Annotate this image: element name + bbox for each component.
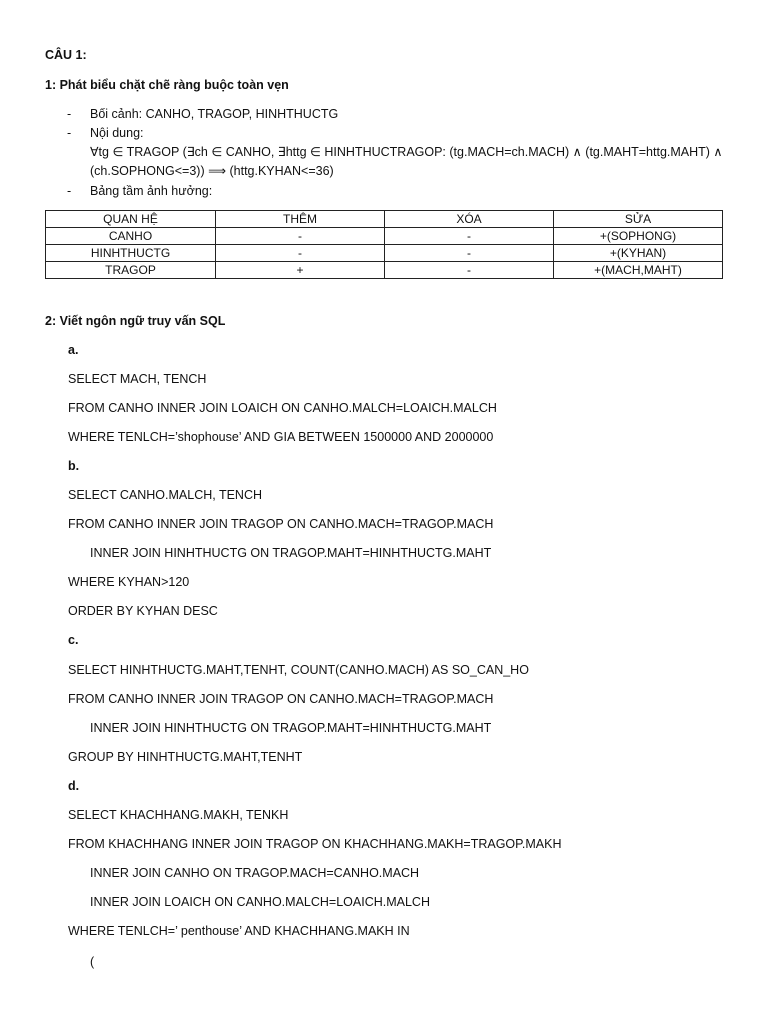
table-cell: + [216,262,385,279]
formula-line-1: ∀tg ∈ TRAGOP (∃ch ∈ CANHO, ∃httg ∈ HINHTHUCTRAGOP: (tg.MACH=ch.MACH) ∧ (tg.MAHT=httg.MAHT) ∧ [90,145,723,159]
sql-line: FROM CANHO INNER JOIN LOAICH ON CANHO.MALCH=LOAICH.MALCH [68,401,497,415]
sql-line: GROUP BY HINHTHUCTG.MAHT,TENHT [68,750,303,764]
sql-line: INNER JOIN HINHTHUCTG ON TRAGOP.MAHT=HINHTHUCTG.MAHT [90,546,492,560]
table-cell: - [216,245,385,262]
question-heading: CÂU 1: [45,48,87,62]
content-label: Nội dung: [90,126,144,140]
query-c-label: c. [68,633,79,647]
sql-line: WHERE TENLCH=’shophouse’ AND GIA BETWEEN 1500000 AND 2000000 [68,430,494,444]
section-1-title: 1: Phát biểu chặt chẽ ràng buộc toàn vẹn [45,78,289,92]
sql-line: SELECT CANHO.MALCH, TENCH [68,488,263,502]
table-cell: HINHTHUCTG [46,245,216,262]
table-cell: - [385,228,554,245]
table-cell: CANHO [46,228,216,245]
sql-line: INNER JOIN CANHO ON TRAGOP.MACH=CANHO.MACH [90,866,420,880]
bullet-dash: - [67,184,72,198]
table-header-row [46,211,723,228]
query-b-label: b. [68,459,80,473]
table-cell: +(KYHAN) [554,245,723,262]
table-cell: - [216,228,385,245]
formula-line-2: (ch.SOPHONG<=3)) ⟹ (httg.KYHAN<=36) [90,164,334,178]
context-text: Bối cảnh: CANHO, TRAGOP, HINHTHUCTG [90,107,339,121]
sql-line: INNER JOIN LOAICH ON CANHO.MALCH=LOAICH.MALCH [90,895,430,909]
table-header-cell: SỬA [554,211,723,228]
table-cell: +(MACH,MAHT) [554,262,723,279]
query-a-label: a. [68,343,79,357]
sql-line: WHERE TENLCH=’ penthouse’ AND KHACHHANG.MAKH IN [68,924,410,938]
table-cell: - [385,262,554,279]
bullet-dash: - [67,126,72,140]
sql-line: FROM CANHO INNER JOIN TRAGOP ON CANHO.MACH=TRAGOP.MACH [68,692,494,706]
bullet-dash: - [67,107,72,121]
table-header-cell: QUAN HỆ [46,211,216,228]
table-cell: TRAGOP [46,262,216,279]
sql-line: INNER JOIN HINHTHUCTG ON TRAGOP.MAHT=HINHTHUCTG.MAHT [90,721,492,735]
impact-table [45,210,723,279]
impact-label: Bảng tầm ảnh hưởng: [90,184,213,198]
sql-line: FROM KHACHHANG INNER JOIN TRAGOP ON KHACHHANG.MAKH=TRAGOP.MAKH [68,837,562,851]
sql-line: SELECT HINHTHUCTG.MAHT,TENHT, COUNT(CANHO.MACH) AS SO_CAN_HO [68,663,529,677]
sql-line: SELECT KHACHHANG.MAKH, TENKH [68,808,289,822]
table-row [46,262,723,279]
sql-line: ( [90,955,95,969]
sql-line: ORDER BY KYHAN DESC [68,604,218,618]
sql-line: FROM CANHO INNER JOIN TRAGOP ON CANHO.MACH=TRAGOP.MACH [68,517,494,531]
table-row [46,245,723,262]
table-cell: +(SOPHONG) [554,228,723,245]
query-d-label: d. [68,779,80,793]
table-header-cell: XÓA [385,211,554,228]
sql-line: SELECT MACH, TENCH [68,372,207,386]
section-2-title: 2: Viết ngôn ngữ truy vấn SQL [45,314,226,328]
table-cell: - [385,245,554,262]
sql-line: WHERE KYHAN>120 [68,575,190,589]
table-header-cell: THÊM [216,211,385,228]
table-row [46,228,723,245]
